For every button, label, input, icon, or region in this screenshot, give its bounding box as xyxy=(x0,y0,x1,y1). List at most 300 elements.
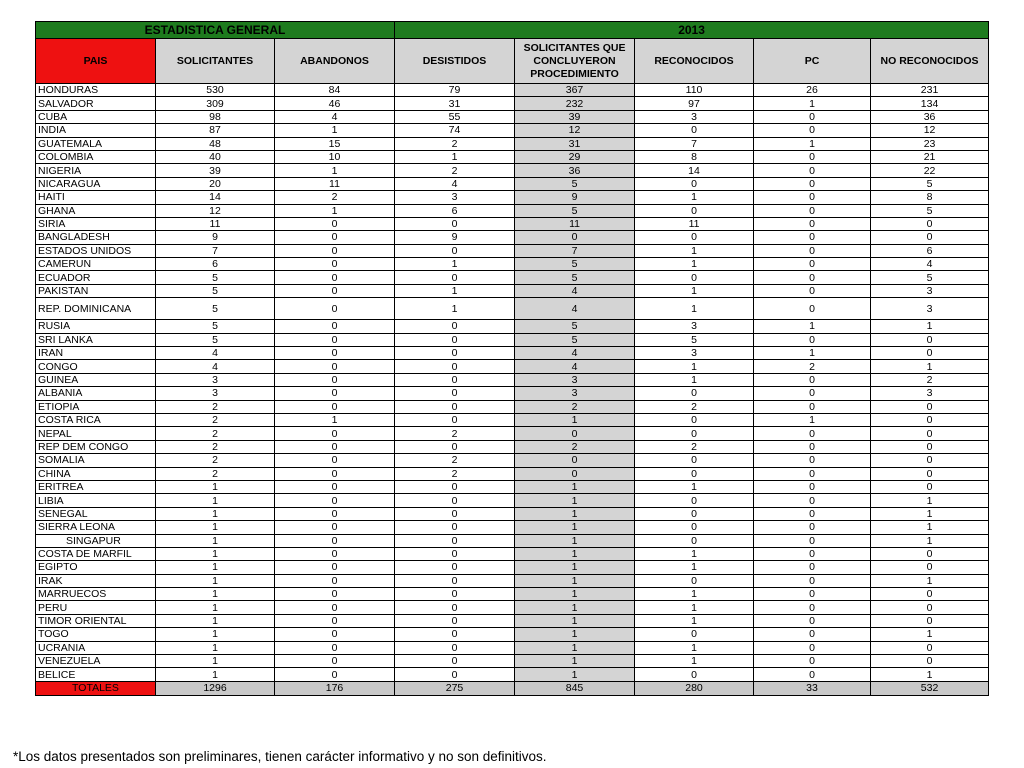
value-cell: 1 xyxy=(515,655,635,668)
value-cell: 29 xyxy=(515,150,635,163)
value-cell: 0 xyxy=(754,244,871,257)
value-cell: 232 xyxy=(515,97,635,110)
value-cell: 2 xyxy=(156,400,275,413)
table-row xyxy=(36,614,989,627)
value-cell: 4 xyxy=(871,258,989,271)
value-cell: 3 xyxy=(871,298,989,320)
value-cell: 14 xyxy=(635,164,754,177)
value-cell: 2 xyxy=(156,413,275,426)
value-cell: 1 xyxy=(871,574,989,587)
value-cell: 0 xyxy=(275,561,395,574)
value-cell: 0 xyxy=(395,628,515,641)
value-cell: 1 xyxy=(871,360,989,373)
value-cell: 0 xyxy=(754,204,871,217)
value-cell: 1 xyxy=(156,601,275,614)
value-cell: 9 xyxy=(515,191,635,204)
value-cell: 0 xyxy=(395,547,515,560)
country-cell: SIERRA LEONA xyxy=(36,521,156,534)
value-cell: 0 xyxy=(754,333,871,346)
value-cell: 0 xyxy=(515,231,635,244)
value-cell: 12 xyxy=(871,124,989,137)
value-cell: 2 xyxy=(275,191,395,204)
table-row xyxy=(36,413,989,426)
value-cell: 0 xyxy=(395,668,515,681)
value-cell: 0 xyxy=(635,413,754,426)
value-cell: 0 xyxy=(515,454,635,467)
country-cell: INDIA xyxy=(36,124,156,137)
table-row xyxy=(36,668,989,681)
country-cell: REP. DOMINICANA xyxy=(36,298,156,320)
value-cell: 6 xyxy=(156,258,275,271)
value-cell: 21 xyxy=(871,150,989,163)
country-cell: PAKISTAN xyxy=(36,284,156,297)
country-cell: REP DEM CONGO xyxy=(36,440,156,453)
value-cell: 5 xyxy=(156,271,275,284)
value-cell: 0 xyxy=(871,400,989,413)
value-cell: 7 xyxy=(635,137,754,150)
value-cell: 0 xyxy=(395,244,515,257)
country-cell: SENEGAL xyxy=(36,507,156,520)
country-cell: PERU xyxy=(36,601,156,614)
value-cell: 0 xyxy=(635,574,754,587)
value-cell: 11 xyxy=(635,217,754,230)
country-cell: HAITI xyxy=(36,191,156,204)
value-cell: 1 xyxy=(871,534,989,547)
value-cell: 5 xyxy=(515,271,635,284)
header-reconocidos: RECONOCIDOS xyxy=(635,39,754,84)
value-cell: 0 xyxy=(754,387,871,400)
value-cell: 40 xyxy=(156,150,275,163)
value-cell: 0 xyxy=(754,641,871,654)
value-cell: 36 xyxy=(515,164,635,177)
value-cell: 2 xyxy=(635,400,754,413)
totals-row xyxy=(36,681,989,695)
value-cell: 0 xyxy=(754,298,871,320)
value-cell: 0 xyxy=(871,655,989,668)
value-cell: 2 xyxy=(754,360,871,373)
value-cell: 1 xyxy=(635,641,754,654)
value-cell: 0 xyxy=(275,480,395,493)
value-cell: 0 xyxy=(635,271,754,284)
value-cell: 0 xyxy=(635,668,754,681)
country-cell: IRAK xyxy=(36,574,156,587)
value-cell: 1 xyxy=(515,413,635,426)
value-cell: 1 xyxy=(275,164,395,177)
value-cell: 1 xyxy=(156,574,275,587)
table-row xyxy=(36,574,989,587)
value-cell: 1 xyxy=(515,561,635,574)
table-row xyxy=(36,164,989,177)
value-cell: 1 xyxy=(635,191,754,204)
country-cell: ETIOPIA xyxy=(36,400,156,413)
country-cell: NICARAGUA xyxy=(36,177,156,190)
value-cell: 0 xyxy=(754,561,871,574)
value-cell: 11 xyxy=(275,177,395,190)
value-cell: 1 xyxy=(156,668,275,681)
value-cell: 12 xyxy=(156,204,275,217)
table-row xyxy=(36,244,989,257)
value-cell: 1 xyxy=(156,494,275,507)
value-cell: 0 xyxy=(395,360,515,373)
table-row xyxy=(36,298,989,320)
value-cell: 1 xyxy=(275,413,395,426)
value-cell: 0 xyxy=(754,467,871,480)
value-cell: 0 xyxy=(754,628,871,641)
value-cell: 1 xyxy=(515,614,635,627)
value-cell: 0 xyxy=(754,427,871,440)
country-cell: LIBIA xyxy=(36,494,156,507)
value-cell: 0 xyxy=(754,373,871,386)
value-cell: 2 xyxy=(395,454,515,467)
value-cell: 0 xyxy=(395,347,515,360)
country-cell: SALVADOR xyxy=(36,97,156,110)
value-cell: 1 xyxy=(156,521,275,534)
value-cell: 2 xyxy=(156,467,275,480)
country-cell: CONGO xyxy=(36,360,156,373)
value-cell: 0 xyxy=(395,480,515,493)
value-cell: 0 xyxy=(754,124,871,137)
value-cell: 0 xyxy=(275,574,395,587)
statistics-table xyxy=(35,21,989,696)
table-year: 2013 xyxy=(395,22,989,39)
value-cell: 4 xyxy=(395,177,515,190)
country-cell: TIMOR ORIENTAL xyxy=(36,614,156,627)
value-cell: 1 xyxy=(156,655,275,668)
value-cell: 1 xyxy=(275,204,395,217)
value-cell: 0 xyxy=(754,507,871,520)
value-cell: 87 xyxy=(156,124,275,137)
value-cell: 0 xyxy=(871,588,989,601)
value-cell: 0 xyxy=(395,320,515,333)
value-cell: 0 xyxy=(871,614,989,627)
value-cell: 26 xyxy=(754,84,871,97)
value-cell: 0 xyxy=(275,494,395,507)
country-cell: SINGAPUR xyxy=(36,534,156,547)
value-cell: 1 xyxy=(754,347,871,360)
table-row xyxy=(36,333,989,346)
country-cell: SIRIA xyxy=(36,217,156,230)
table-row xyxy=(36,231,989,244)
header-solicitantes: SOLICITANTES xyxy=(156,39,275,84)
value-cell: 1 xyxy=(871,628,989,641)
table-row xyxy=(36,137,989,150)
value-cell: 39 xyxy=(515,110,635,123)
value-cell: 1 xyxy=(156,480,275,493)
value-cell: 0 xyxy=(754,521,871,534)
value-cell: 134 xyxy=(871,97,989,110)
value-cell: 0 xyxy=(871,601,989,614)
header-pc: PC xyxy=(754,39,871,84)
value-cell: 0 xyxy=(275,467,395,480)
value-cell: 0 xyxy=(754,110,871,123)
value-cell: 1 xyxy=(156,641,275,654)
value-cell: 1 xyxy=(156,588,275,601)
value-cell: 0 xyxy=(515,467,635,480)
value-cell: 14 xyxy=(156,191,275,204)
value-cell: 1 xyxy=(156,507,275,520)
value-cell: 5 xyxy=(156,333,275,346)
value-cell: 1 xyxy=(635,480,754,493)
value-cell: 0 xyxy=(275,387,395,400)
value-cell: 48 xyxy=(156,137,275,150)
value-cell: 0 xyxy=(754,614,871,627)
country-cell: SRI LANKA xyxy=(36,333,156,346)
country-cell: CAMERUN xyxy=(36,258,156,271)
value-cell: 8 xyxy=(871,191,989,204)
value-cell: 0 xyxy=(395,588,515,601)
country-cell: GUINEA xyxy=(36,373,156,386)
value-cell: 0 xyxy=(754,258,871,271)
value-cell: 5 xyxy=(515,258,635,271)
value-cell: 7 xyxy=(515,244,635,257)
table-row xyxy=(36,400,989,413)
value-cell: 1 xyxy=(515,601,635,614)
value-cell: 0 xyxy=(275,347,395,360)
header-pais: PAIS xyxy=(36,39,156,84)
value-cell: 1 xyxy=(156,561,275,574)
country-cell: MARRUECOS xyxy=(36,588,156,601)
value-cell: 4 xyxy=(515,347,635,360)
value-cell: 0 xyxy=(871,561,989,574)
value-cell: 5 xyxy=(515,204,635,217)
header-concluyeron: SOLICITANTES QUE CONCLUYERON PROCEDIMIENTO xyxy=(515,39,635,84)
value-cell: 0 xyxy=(635,467,754,480)
country-cell: RUSIA xyxy=(36,320,156,333)
value-cell: 0 xyxy=(515,427,635,440)
header-abandonos: ABANDONOS xyxy=(275,39,395,84)
value-cell: 0 xyxy=(395,440,515,453)
value-cell: 0 xyxy=(275,333,395,346)
value-cell: 0 xyxy=(871,413,989,426)
value-cell: 1 xyxy=(515,521,635,534)
value-cell: 0 xyxy=(871,467,989,480)
value-cell: 0 xyxy=(275,601,395,614)
value-cell: 1 xyxy=(395,298,515,320)
value-cell: 10 xyxy=(275,150,395,163)
value-cell: 1 xyxy=(635,258,754,271)
value-cell: 0 xyxy=(395,655,515,668)
value-cell: 0 xyxy=(754,400,871,413)
value-cell: 20 xyxy=(156,177,275,190)
value-cell: 0 xyxy=(754,494,871,507)
value-cell: 0 xyxy=(275,507,395,520)
value-cell: 1 xyxy=(635,284,754,297)
value-cell: 2 xyxy=(635,440,754,453)
value-cell: 0 xyxy=(871,641,989,654)
value-cell: 46 xyxy=(275,97,395,110)
value-cell: 15 xyxy=(275,137,395,150)
value-cell: 0 xyxy=(275,521,395,534)
header-row xyxy=(36,39,989,84)
value-cell: 0 xyxy=(275,614,395,627)
table-row xyxy=(36,641,989,654)
value-cell: 0 xyxy=(395,641,515,654)
value-cell: 110 xyxy=(635,84,754,97)
value-cell: 0 xyxy=(871,217,989,230)
header-desistidos: DESISTIDOS xyxy=(395,39,515,84)
value-cell: 4 xyxy=(515,360,635,373)
value-cell: 12 xyxy=(515,124,635,137)
table-row xyxy=(36,97,989,110)
value-cell: 2 xyxy=(395,137,515,150)
country-cell: COLOMBIA xyxy=(36,150,156,163)
value-cell: 1 xyxy=(156,614,275,627)
value-cell: 3 xyxy=(635,110,754,123)
totals-value: 33 xyxy=(754,681,871,695)
value-cell: 1 xyxy=(871,320,989,333)
table-row xyxy=(36,521,989,534)
value-cell: 2 xyxy=(156,427,275,440)
value-cell: 0 xyxy=(395,217,515,230)
table-row xyxy=(36,440,989,453)
value-cell: 3 xyxy=(156,387,275,400)
table-row xyxy=(36,204,989,217)
value-cell: 1 xyxy=(515,547,635,560)
value-cell: 0 xyxy=(275,628,395,641)
value-cell: 0 xyxy=(275,244,395,257)
country-cell: CHINA xyxy=(36,467,156,480)
value-cell: 0 xyxy=(754,601,871,614)
value-cell: 2 xyxy=(515,440,635,453)
value-cell: 0 xyxy=(754,164,871,177)
value-cell: 1 xyxy=(515,668,635,681)
value-cell: 1 xyxy=(515,628,635,641)
value-cell: 5 xyxy=(156,320,275,333)
value-cell: 0 xyxy=(275,400,395,413)
value-cell: 0 xyxy=(754,655,871,668)
totals-label: TOTALES xyxy=(36,681,156,695)
value-cell: 2 xyxy=(156,454,275,467)
table-row xyxy=(36,320,989,333)
value-cell: 0 xyxy=(395,271,515,284)
country-cell: BELICE xyxy=(36,668,156,681)
value-cell: 309 xyxy=(156,97,275,110)
value-cell: 0 xyxy=(635,494,754,507)
value-cell: 0 xyxy=(635,507,754,520)
country-cell: COSTA RICA xyxy=(36,413,156,426)
value-cell: 1 xyxy=(395,284,515,297)
value-cell: 6 xyxy=(395,204,515,217)
value-cell: 0 xyxy=(395,561,515,574)
country-cell: BANGLADESH xyxy=(36,231,156,244)
table-row xyxy=(36,588,989,601)
table-row xyxy=(36,124,989,137)
value-cell: 7 xyxy=(156,244,275,257)
table-row xyxy=(36,110,989,123)
value-cell: 0 xyxy=(395,494,515,507)
totals-value: 176 xyxy=(275,681,395,695)
country-cell: UCRANIA xyxy=(36,641,156,654)
table-row xyxy=(36,347,989,360)
value-cell: 3 xyxy=(871,284,989,297)
value-cell: 0 xyxy=(754,284,871,297)
value-cell: 1 xyxy=(635,360,754,373)
value-cell: 1 xyxy=(515,480,635,493)
value-cell: 3 xyxy=(871,387,989,400)
table-row xyxy=(36,534,989,547)
value-cell: 1 xyxy=(871,668,989,681)
country-cell: ALBANIA xyxy=(36,387,156,400)
value-cell: 8 xyxy=(635,150,754,163)
value-cell: 22 xyxy=(871,164,989,177)
value-cell: 1 xyxy=(515,574,635,587)
value-cell: 5 xyxy=(515,320,635,333)
value-cell: 0 xyxy=(635,231,754,244)
value-cell: 0 xyxy=(635,387,754,400)
value-cell: 0 xyxy=(754,231,871,244)
value-cell: 3 xyxy=(395,191,515,204)
value-cell: 0 xyxy=(395,400,515,413)
value-cell: 0 xyxy=(754,271,871,284)
table-row xyxy=(36,494,989,507)
value-cell: 0 xyxy=(754,150,871,163)
table-row xyxy=(36,655,989,668)
value-cell: 0 xyxy=(754,454,871,467)
value-cell: 0 xyxy=(275,440,395,453)
value-cell: 23 xyxy=(871,137,989,150)
country-cell: GHANA xyxy=(36,204,156,217)
value-cell: 98 xyxy=(156,110,275,123)
value-cell: 0 xyxy=(275,284,395,297)
country-cell: CUBA xyxy=(36,110,156,123)
value-cell: 11 xyxy=(515,217,635,230)
table-row xyxy=(36,84,989,97)
value-cell: 4 xyxy=(515,298,635,320)
value-cell: 1 xyxy=(871,521,989,534)
value-cell: 1 xyxy=(515,494,635,507)
country-cell: IRAN xyxy=(36,347,156,360)
value-cell: 0 xyxy=(635,534,754,547)
totals-value: 1296 xyxy=(156,681,275,695)
value-cell: 0 xyxy=(395,521,515,534)
value-cell: 1 xyxy=(275,124,395,137)
value-cell: 5 xyxy=(515,333,635,346)
value-cell: 3 xyxy=(515,387,635,400)
value-cell: 530 xyxy=(156,84,275,97)
value-cell: 4 xyxy=(275,110,395,123)
value-cell: 0 xyxy=(871,480,989,493)
value-cell: 0 xyxy=(395,387,515,400)
value-cell: 31 xyxy=(515,137,635,150)
value-cell: 1 xyxy=(515,507,635,520)
value-cell: 5 xyxy=(156,298,275,320)
value-cell: 0 xyxy=(395,614,515,627)
table-row xyxy=(36,360,989,373)
value-cell: 0 xyxy=(275,655,395,668)
value-cell: 0 xyxy=(754,480,871,493)
value-cell: 0 xyxy=(395,507,515,520)
totals-value: 275 xyxy=(395,681,515,695)
value-cell: 2 xyxy=(395,164,515,177)
value-cell: 0 xyxy=(754,534,871,547)
totals-value: 845 xyxy=(515,681,635,695)
value-cell: 31 xyxy=(395,97,515,110)
value-cell: 0 xyxy=(635,454,754,467)
value-cell: 0 xyxy=(275,588,395,601)
country-cell: VENEZUELA xyxy=(36,655,156,668)
value-cell: 1 xyxy=(515,588,635,601)
value-cell: 3 xyxy=(156,373,275,386)
table-row xyxy=(36,561,989,574)
value-cell: 1 xyxy=(515,534,635,547)
value-cell: 4 xyxy=(156,360,275,373)
value-cell: 0 xyxy=(275,231,395,244)
value-cell: 0 xyxy=(635,521,754,534)
value-cell: 0 xyxy=(754,547,871,560)
value-cell: 5 xyxy=(871,204,989,217)
value-cell: 0 xyxy=(275,427,395,440)
value-cell: 0 xyxy=(754,217,871,230)
